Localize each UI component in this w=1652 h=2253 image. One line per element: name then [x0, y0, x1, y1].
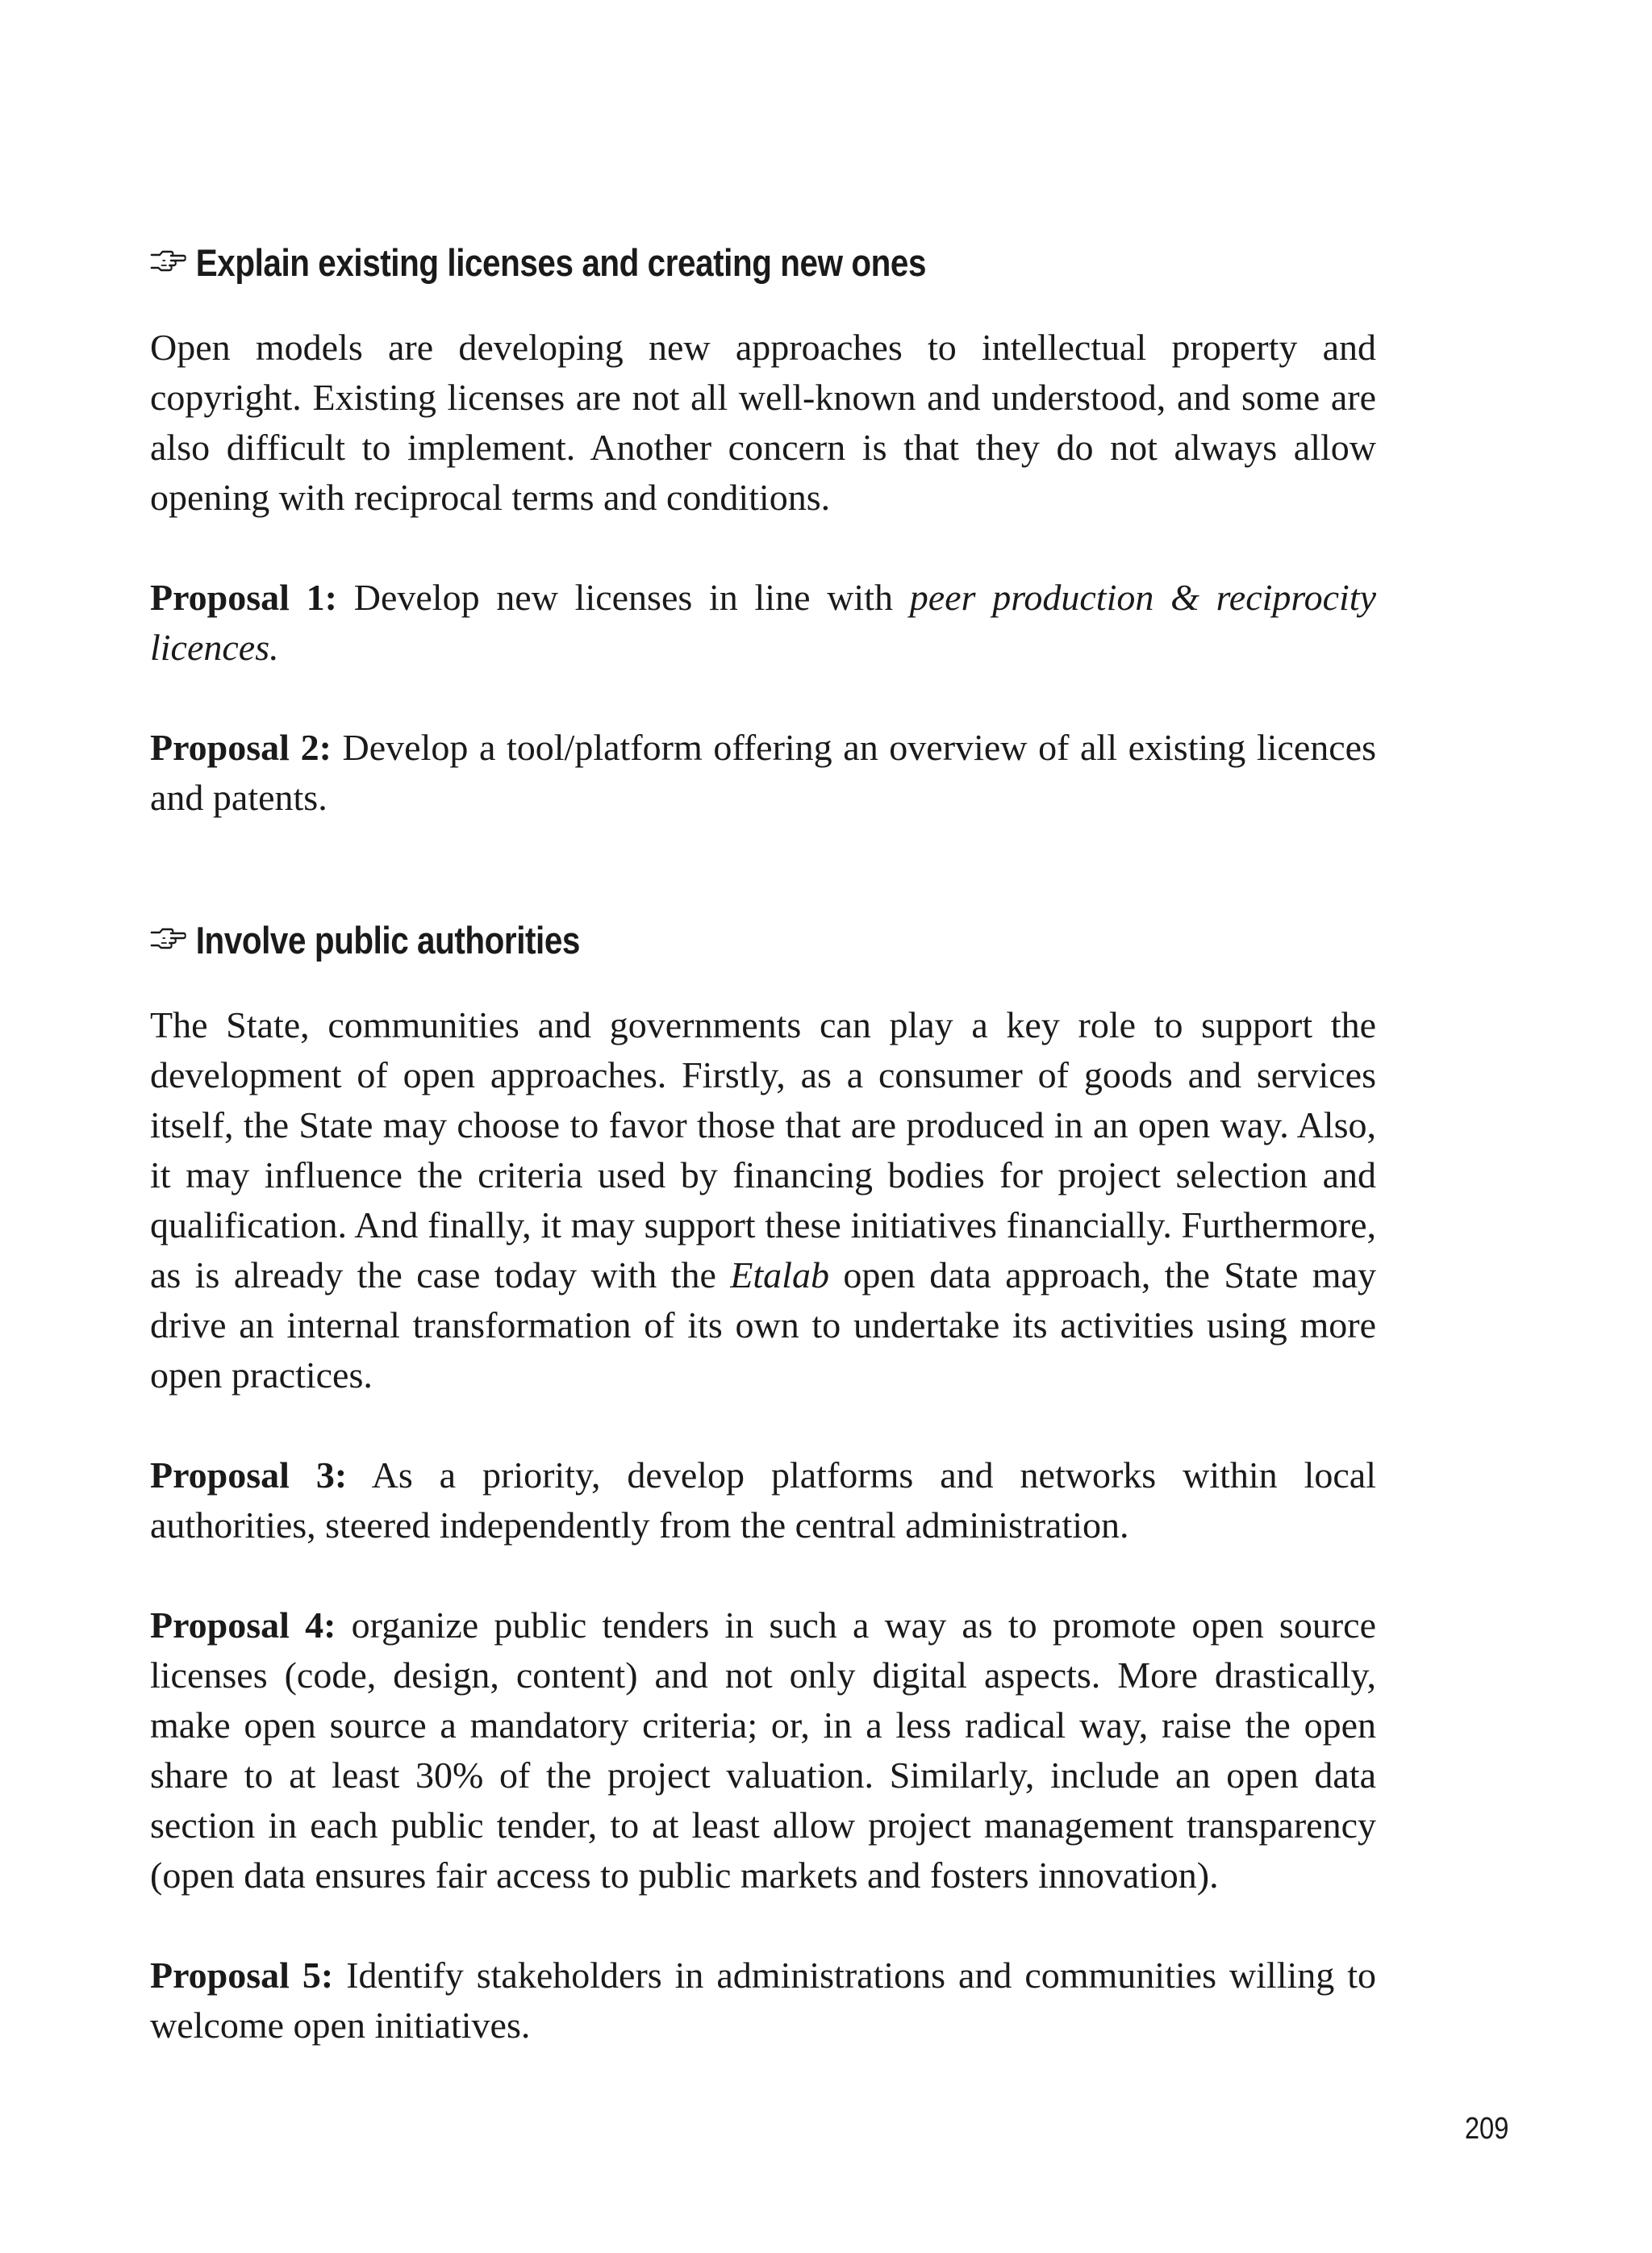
proposal-label: Proposal 4: [150, 1604, 336, 1646]
proposal-text: organize public tenders in such a way as to promote open source licenses (code, design, content) and not only digital aspects. More drastically, make open source a mandatory criteria; or, in a less radical way, raise the open share to at least 30% of the project valuation. Similarly, include an open data section in each public tender, to at least allow project management transparency (open data ensures fair access to public markets and fosters innovation). [150, 1604, 1376, 1896]
section-intro [150, 1000, 1376, 1400]
section-heading-text: Explain existing licenses and creating new ones [195, 240, 927, 284]
proposal-label: Proposal 5: [150, 1955, 334, 1996]
proposal-label: Proposal 3: [150, 1454, 348, 1496]
intro-italic-etalab: Etalab [730, 1254, 829, 1295]
proposal-4 [150, 1600, 1376, 1900]
section-intro: Open models are developing new approaches to intellectual property and copyright. Existing licenses are not all well-known and understood, and some are also difficult to implement. Another concern is that they do not always allow opening with reciprocal terms and conditions. [150, 327, 1376, 518]
section-heading-licenses [150, 234, 1204, 290]
section-heading-public-authorities [150, 912, 1204, 968]
page-number: 209 [1464, 2112, 1508, 2146]
proposal-text: As a priority, develop platforms and networks within local authorities, steered independently from the central administration. [150, 1454, 1376, 1546]
pointing-hand-icon [150, 248, 186, 276]
proposal-5 [150, 1951, 1376, 2051]
proposal-label: Proposal 1: [150, 577, 337, 618]
proposal-1 [150, 573, 1376, 673]
intro-text-part1: The State, communities and governments can play a key role to support the development of open approaches. Firstly, as a consumer of goods and services itself, the State may choose to favor those that are produced in an open way. Also, it may influence the criteria used by financing bodies for project selection and qualification. And finally, it may support these initiatives financially. Furthermore, as is already the case today with the [150, 1004, 1376, 1295]
proposal-label: Proposal 2: [150, 727, 332, 768]
intro-text-part2: open data approach, the State may drive an internal transformation of its own to undertake its activities using more open practices. [150, 1254, 1376, 1396]
proposal-text: Develop a tool/platform offering an overview of all existing licences and patents. [150, 727, 1377, 818]
proposal-italic-text: peer production & reciprocity licences. [150, 577, 1377, 668]
page-content [150, 234, 1376, 2051]
pointing-hand-icon [150, 926, 186, 953]
proposal-2 [150, 723, 1376, 823]
proposal-text: Identify stakeholders in administrations and communities willing to welcome open initiatives. [150, 1955, 1376, 2046]
section-heading-text: Involve public authorities [195, 918, 580, 962]
proposal-3 [150, 1450, 1376, 1550]
proposal-text: Develop new licenses in line with [353, 577, 910, 618]
